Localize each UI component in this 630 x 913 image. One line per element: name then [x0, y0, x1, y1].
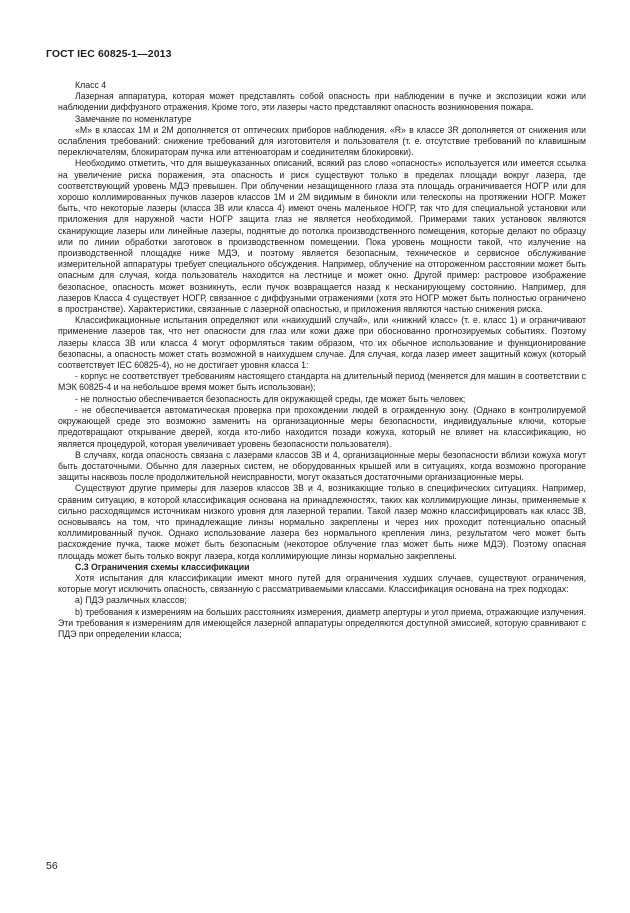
list-item: b) требования к измерениям на больших расстояниях измерения, диаметр апертуры и угол приема, отражающие излучения. Эти требования к измерениям для имеющейся лазерной аппаратуры определяются доступной эмиссией, которую сравнивают с ПДЭ при определении класса;: [58, 606, 586, 639]
list-item: - не полностью обеспечивается безопасность для окружающей среды, где может быть человек;: [75, 393, 466, 404]
page-number: 56: [46, 860, 58, 872]
document-header: ГОСТ IEC 60825-1—2013: [46, 48, 172, 60]
list-item: - корпус не соответствует требованиям настоящего стандарта на длительный период (меняется для машин в соответствии с МЭК 60825-4 и на небольшое время может быть использован);: [58, 371, 586, 393]
paragraph: «М» в классах 1М и 2М дополняется от оптических приборов наблюдения. «R» в классе 3R дополняется от снижения или ослабления требований: снижение требований для изготовителя и пользователя (т. е. отсутствие требований по клавишным переключателям, блокираторам пучка или аттенюаторам и соединителям блокировки).: [58, 124, 586, 158]
document-body: [58, 80, 586, 640]
paragraph: Замечание по номенклатуре: [75, 113, 192, 124]
paragraph: Класс 4: [75, 80, 107, 90]
list-item: - не обеспечивается автоматическая проверка при прохождении людей в огражденную зону. (Однако в контролируемой окружающей среде это возможно заменить на организационные меры безопасности, индивидуальные ключи, которые предотвращают открывание дверей, когда кто-либо находится позади кожуха, который не влияет на классификацию, но является процедурой, которая увеличивает уровень безопасности пользователя).: [58, 404, 586, 449]
list-item: a) ПДЭ различных классов;: [75, 595, 187, 606]
paragraph: В случаях, когда опасность связана с лазерами классов 3В и 4, организационные меры безопасности вблизи кожуха могут быть достаточными. Обычно для лазерных систем, не оборудованных крышей или в ситуациях, когда возможно прогорание защиты насквозь после продолжительной неисправности, могут оказаться достаточными организационные меры.: [58, 449, 586, 483]
paragraph: Существуют другие примеры для лазеров классов 3В и 4, возникающие только в специфических ситуациях. Например, сравним ситуацию, в которой классификация основана на принадлежностях, таких как коллимирующие линзы, применяемые к сильно расходящимся источникам низкого уровня для лазерной терапии. Такой лазер можно классифицировать как класс 3В, основываясь на том, что принадлежащие линзы нормально закреплены и через них проходит потенциально опасный коллимированный пучок. Однако использование лазера без нормального крепления линз, результатом чего может быть расхождение пучка, также может быть безопасным (некоторое облучение глаз может быть ниже МДЭ). Поэтому опасная площадь может быть только вокруг лазера, когда коллимирующие линзы нормально закреплены.: [58, 483, 586, 561]
paragraph: Хотя испытания для классификации имеют много путей для ограничения худших случаев, существуют ограничения, которые могут исключить опасность, связанную с рассматриваемыми классами. Классификация основана на трех подходах:: [58, 572, 586, 595]
section-heading: С.3 Ограничения схемы классификации: [75, 561, 250, 572]
paragraph: Лазерная аппаратура, которая может представлять собой опасность при наблюдении в пучке и экспозиции кожи или наблюдении диффузного отражения. Кроме того, эти лазеры часто представляют опасность возникновения пожара.: [58, 91, 586, 113]
paragraph: Необходимо отметить, что для вышеуказанных описаний, всякий раз слово «опасность» используется или имеется ссылка на увеличение риска поражения, эта опасность и риск существуют только в пределах площади вокруг лазера, где соответствующий уровень МДЭ превышен. При облучении незащищенного глаза эта площадь ограничивается НОГР или для хорошо коллимированных пучков лазеров классов 1М и 2М видимым в бинокли или телескопы на протяжении НОГР. Может быть, что некоторые лазеры (класса 3В или класса 4) имеют очень маленькое НОГР, так что для специальной установки или приложения для наружной части НОГР защита глаз не является необходимой. Примерами таких установок являются сканирующие лазеры или линейные лазеры, поднятые до потолка производственного помещения, которые делают по образцу или по линии обработки заготовок в производственном помещении. Пока уровень мощности такой, что излучение на производственной площадке ниже МДЭ, и поэтому является безопасным, техническое и сервисное обслуживание измерительной аппаратуры требует специального обсуждения. Например, облучение на отгороженном расстоянии может быть опасным для случая, когда пользователь находится на лестнице и может окно. Другой пример: растровое изображение безопасное, опасность может возникнуть, если пучок возвращается назад к несканирующему состоянию. Например, для лазеров Класса 4 существует НОГР, связанное с диффузными отражениями (хотя это НОГР может быть полностью ограничено в пространстве). Характеристики, связанные с лазерной опасностью, и приложения являются частью снижения риска.: [58, 158, 586, 315]
paragraph: Классификационные испытания определяют или «наихудший случай», или «нижний класс» (т. е. класс 1) и ограничивают применение лазеров так, что нет опасности для глаз или кожи даже при обоснованно прогнозируемых событиях. Поэтому лазеры класса 3В или класса 4 могут оформляться таким образом, что их обычное использование и функционирование безопасны, а опасность может стать возможной в наихудшем случае. Для случая, когда лазер имеет защитный кожух (который соответствует IEC 60825-4), но не достигает уровня класса 1:: [58, 315, 586, 371]
